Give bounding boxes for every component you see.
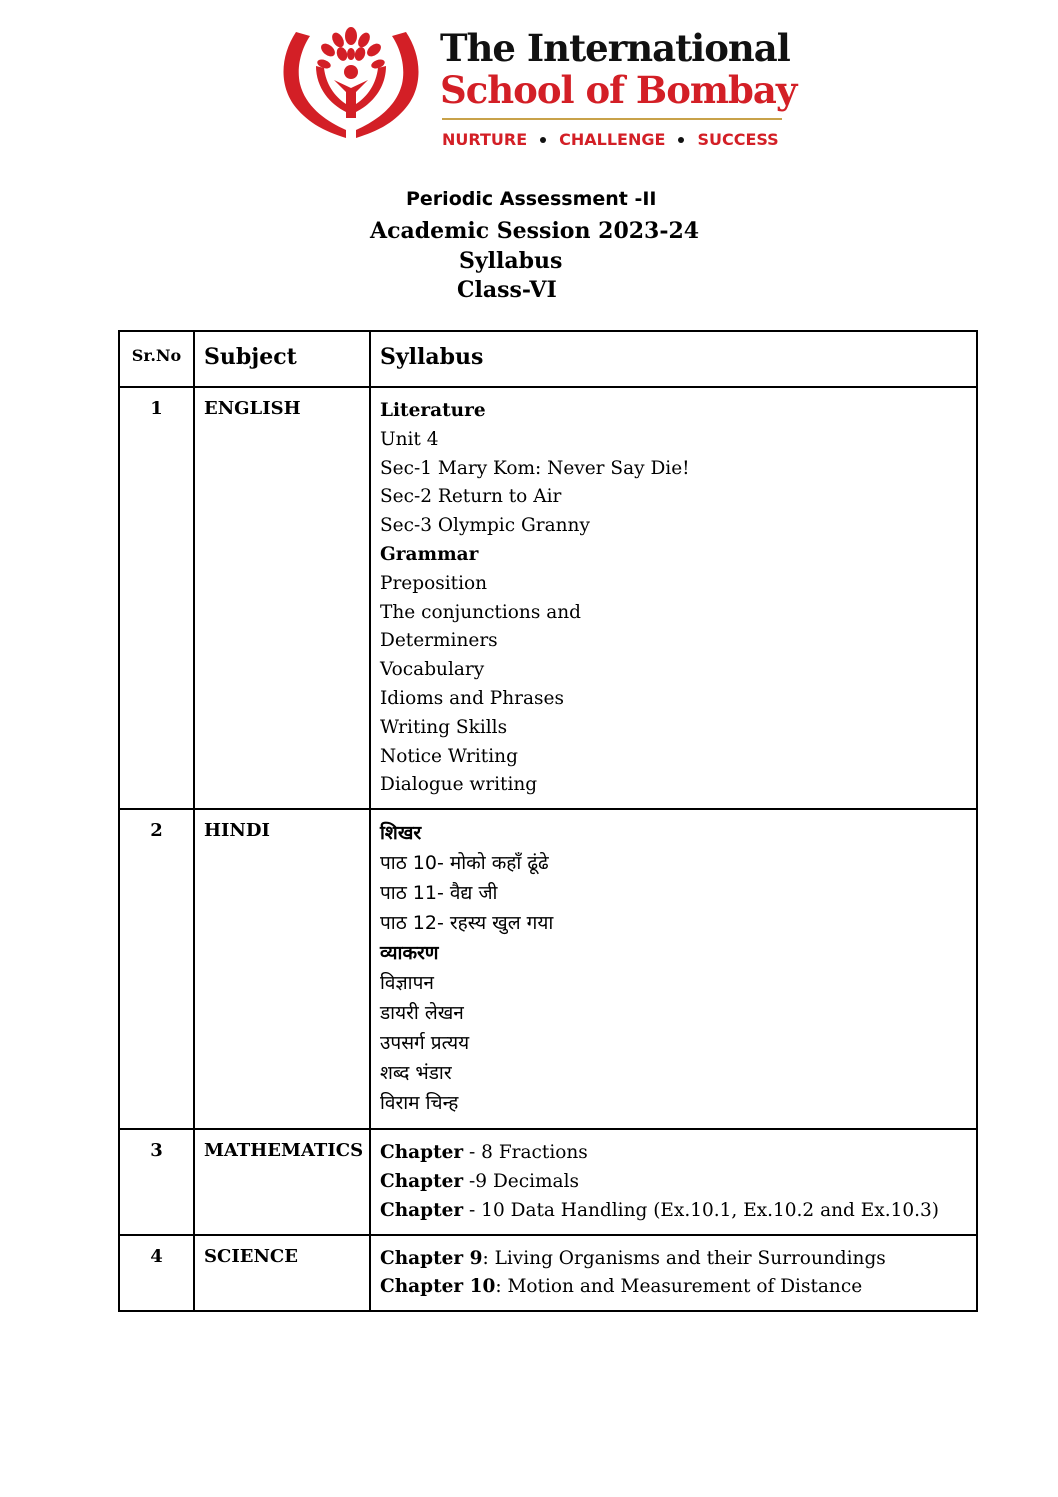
row-sr-no: 3 [119,1129,194,1234]
row-syllabus [370,1129,977,1234]
chapter-topic: - 10 Data Handling (Ex.10.1, Ex.10.2 and Ex.10.3) [463,1199,939,1221]
chapter-topic: -9 Decimals [463,1170,579,1192]
syllabus-line [380,1168,976,1197]
chapter-label: Chapter [380,1170,464,1192]
school-name-line2: School of Bombay [440,68,797,112]
chapter-label: Chapter 10 [380,1276,496,1298]
row-sr-no: 2 [119,809,194,1129]
syllabus-line: Dialogue writing [380,774,538,796]
chapter-label: Chapter 9 [380,1247,483,1269]
syllabus-line: Writing Skills [380,716,508,738]
syllabus-line: Notice Writing [380,745,518,767]
syllabus-section-heading: Literature [380,400,486,421]
tree-hands-logo-icon [276,26,426,142]
row-syllabus [370,809,977,1129]
assessment-title: Periodic Assessment -II [406,188,657,210]
syllabus-line: Idioms and Phrases [380,687,564,709]
syllabus-line: विराम चिन्ह [380,1092,459,1115]
class-title: Class-VI [457,277,557,303]
motto-word: CHALLENGE [559,130,666,149]
syllabus-line [380,1139,976,1168]
bullet-dot-icon [678,137,684,143]
syllabus-section-heading: शिखर [380,822,422,845]
chapter-label: Chapter [380,1142,464,1164]
row-sr-no: 4 [119,1235,194,1312]
syllabus-section-heading: Grammar [380,543,479,565]
syllabus-line [380,1245,976,1274]
syllabus-line: पाठ 12- रहस्य खुल गया [380,912,554,935]
school-name-line1: The International [440,26,790,70]
syllabus-line: पाठ 11- वैद्य जी [380,882,498,905]
session-title: Academic Session 2023-24 [370,218,700,244]
row-subject: SCIENCE [194,1235,370,1312]
chapter-topic: : Motion and Measurement of Distance [495,1276,863,1298]
chapter-label: Chapter [380,1199,464,1221]
syllabus-line: विज्ञापन [380,972,434,995]
syllabus-section-heading: व्याकरण [380,942,439,965]
syllabus-line: उपसर्ग प्रत्यय [380,1032,470,1055]
syllabus-line: Unit 4 [380,428,439,450]
syllabus-title: Syllabus [459,248,563,274]
syllabus-line: शब्द भंडार [380,1062,452,1085]
table-row [119,1129,977,1234]
header-subject: Subject [194,331,370,387]
logo-divider [442,118,782,120]
table-row [119,809,977,1129]
row-subject: HINDI [194,809,370,1129]
row-sr-no: 1 [119,387,194,809]
row-syllabus [370,387,977,809]
syllabus-line: डायरी लेखन [380,1002,464,1025]
school-motto [442,130,784,149]
syllabus-line [380,1197,976,1226]
row-syllabus [370,1235,977,1312]
table-header-row [119,331,977,387]
bullet-dot-icon [540,137,546,143]
syllabus-line: Preposition [380,572,488,594]
syllabus-line: पाठ 10- मोको कहाँ ढूंढे [380,852,549,875]
syllabus-table [118,330,978,1312]
header-sr-no: Sr.No [119,331,194,387]
table-row [119,1235,977,1312]
syllabus-line [380,1273,976,1302]
syllabus-line: The conjunctions and [380,601,581,623]
chapter-topic: - 8 Fractions [463,1142,588,1164]
row-subject: MATHEMATICS [194,1129,370,1234]
chapter-topic: : Living Organisms and their Surroundings [482,1247,886,1269]
school-logo [276,26,796,154]
header-syllabus: Syllabus [370,331,977,387]
table-row [119,387,977,809]
syllabus-line: Determiners [380,630,498,652]
row-subject: ENGLISH [194,387,370,809]
motto-word: SUCCESS [697,130,779,149]
motto-word: NURTURE [442,130,528,149]
syllabus-line: Sec-2 Return to Air [380,486,562,508]
syllabus-line: Vocabulary [380,659,485,681]
syllabus-line: Sec-3 Olympic Granny [380,515,590,537]
syllabus-line: Sec-1 Mary Kom: Never Say Die! [380,457,690,479]
